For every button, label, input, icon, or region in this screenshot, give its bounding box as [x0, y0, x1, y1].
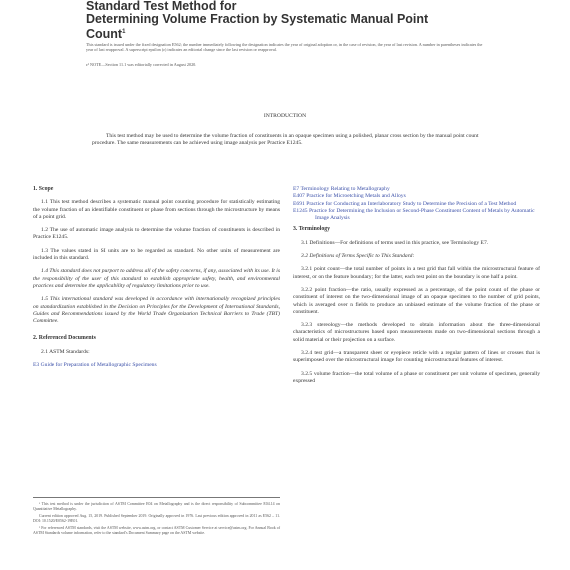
terminology-para-3-2-3: 3.2.3 stereology—the methods developed to obtain information about the three-dimensional characteristics of microstructures based upon measurements made on two-dimensional sections through a solid material or their projection on a surface.	[293, 322, 540, 343]
title-line-1: Standard Test Method for	[86, 0, 237, 13]
terminology-para-3-2-1: 3.2.1 point count—the total number of points in a test grid that fall within the microstructural feature of interest, or on the feature boundary; for the latter, each test point on the boundary is one half a point.	[293, 266, 540, 280]
scope-para-1-2: 1.2 The use of automatic image analysis to determine the volume fraction of constituents is described in Practice E1245.	[33, 227, 280, 241]
footnote-1: ¹ This test method is under the jurisdiction of ASTM Committee E04 on Metallography and is the direct responsibility of Subcommittee E04.14 on Quantitative Metallography.	[33, 502, 280, 511]
reference-link-e3[interactable]: E3 Guide for Preparation of Metallographic Specimens	[33, 362, 157, 369]
editorial-note: ε¹ NOTE—Section 11.1 was editorially corrected in August 2020.	[86, 62, 197, 67]
footnote-edition: Current edition approved Aug. 15, 2019. Published September 2019. Originally approved in 1976. Last previous edition approved in 2011 as E562 – 11. DOI: 10.1520/E0562-19E01.	[33, 514, 280, 523]
reference-link-e691[interactable]: E691 Practice for Conducting an Interlaboratory Study to Determine the Precision of a Test Method	[293, 200, 517, 207]
issuance-notice: This standard is issued under the fixed designation E562; the number immediately following the designation indicates the year of original adoption or, in the case of revision, the year of last revision. A number in parentheses indicates the year of last reapproval. A superscript epsilon (ε) indicates an editorial change since the last revision or reapproval.	[86, 42, 483, 53]
terminology-para-3-2: 3.2 Definitions of Terms Specific to This Standard:	[301, 253, 415, 260]
scope-para-1-5: 1.5 This international standard was developed in accordance with internationally recognized principles on standardization established in the Decision on Principles for the Development of International Standards, Guides and Recommendations issued by the World Trade Organization Technical Barriers to Trade (TBT) Committee.	[33, 296, 280, 325]
referenced-documents-heading: 2. Referenced Documents	[33, 335, 96, 342]
reference-link-e1245[interactable]: E1245 Practice for Determining the Inclusion or Second-Phase Constituent Content of Metals by Automatic Image Analysis	[293, 207, 535, 222]
title-line-3: Count$^1$	[86, 27, 126, 42]
terminology-para-3-2-4: 3.2.4 test grid—a transparent sheet or eyepiece reticle with a regular pattern of lines or crosses that is superimposed over the microstructural image for counting microstructural features of interest.	[293, 350, 540, 364]
left-column	[33, 186, 280, 369]
scope-para-1-1: 1.1 This test method describes a systematic manual point counting procedure for statistically estimating the volume fraction of an identifiable constituent or phase from sections through the microstructure by means of a point grid.	[33, 199, 280, 220]
terminology-para-3-2-2: 3.2.2 point fraction—the ratio, usually expressed as a percentage, of the point count of the phase or constituent of interest on the two-dimensional image of an opaque specimen to the number of grid points, which is averaged over n fields to produce an unbiased estimate of the volume fraction of the phase or constituent.	[293, 286, 540, 315]
introduction-text: This test method may be used to determine the volume fraction of constituents in an opaque specimen using a polished, planar cross section by the manual point count procedure. The same measurements can be achieved using image analysis per Practice E1245.	[92, 133, 479, 147]
terminology-para-3-1: 3.1 Definitions—For definitions of terms used in this practice, see Terminology E7.	[301, 239, 489, 246]
astm-standards-label: 2.1 ASTM Standards:	[41, 348, 90, 355]
footnote-2: ² For referenced ASTM standards, visit the ASTM website, www.astm.org, or contact ASTM Customer Service at service@astm.org. For Annual Book of ASTM Standards volume information, refer to the standard's Document Summary page on the ASTM website.	[33, 526, 280, 535]
reference-link-e407[interactable]: E407 Practice for Microetching Metals and Alloys	[293, 193, 406, 200]
reference-link-e7[interactable]: E7 Terminology Relating to Metallography	[293, 186, 390, 192]
right-column	[293, 186, 540, 391]
terminology-heading: 3. Terminology	[293, 226, 331, 233]
introduction-heading: INTRODUCTION	[263, 113, 307, 119]
scope-para-1-3: 1.3 The values stated in SI units are to be regarded as standard. No other units of measurement are included in this standard.	[33, 247, 280, 262]
scope-heading: 1. Scope	[33, 186, 54, 192]
title-line-2: Determining Volume Fraction by Systematic Manual Point	[86, 12, 429, 26]
terminology-para-3-2-5: 3.2.5 volume fraction—the total volume of a phase or constituent per unit volume of specimen, generally expressed	[293, 370, 540, 384]
scope-para-1-4: 1.4 This standard does not purport to address all of the safety concerns, if any, associated with its use. It is the responsibility of the user of this standard to establish appropriate safety, health, and environmental practices and determine the applicability of regulatory limitations prior to use.	[33, 268, 280, 289]
document-title	[86, 0, 506, 41]
footnotes	[33, 497, 280, 538]
